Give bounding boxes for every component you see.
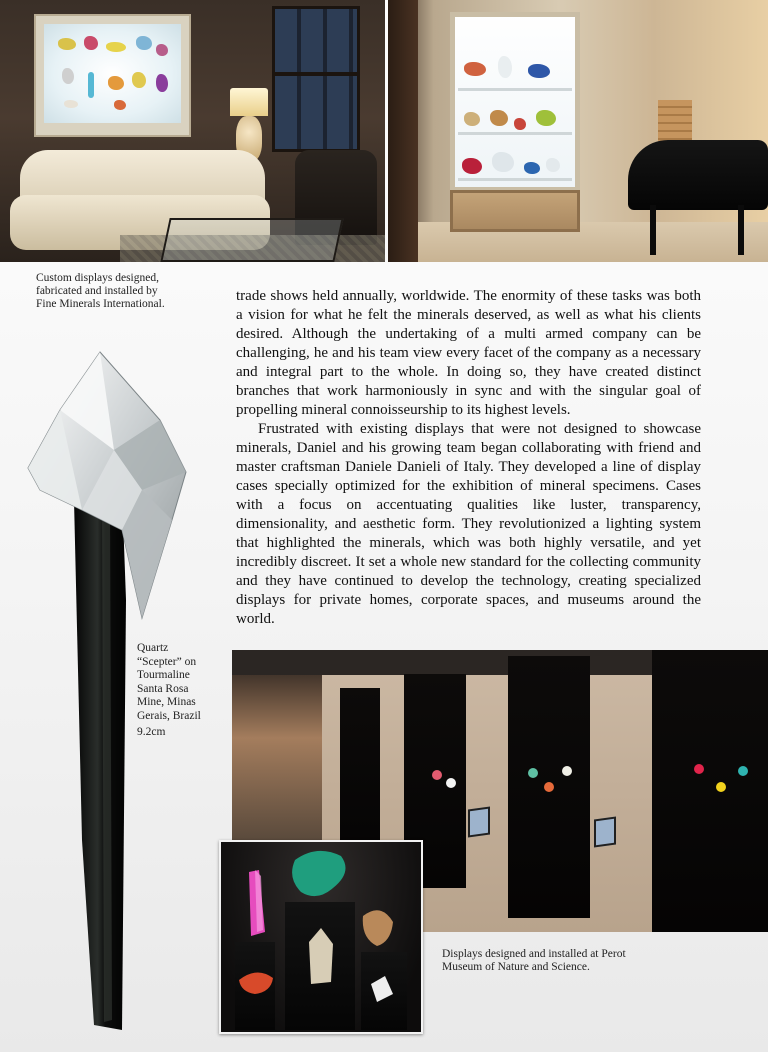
built-in-display-case: [450, 12, 580, 192]
wall-display-case: [36, 16, 189, 135]
museum-specimens-inset-photo: [219, 840, 423, 1034]
lamp: [230, 88, 268, 116]
piano-room-photo: [388, 0, 768, 262]
display-case: [652, 650, 768, 932]
display-case: [340, 688, 380, 858]
paragraph: Frustrated with existing displays that were not designed to showcase minerals, Daniel and his growing team began collaborating with friend and master craftsman Daniele Danieli of Italy. They developed a line of display cases specially optimized for the exhibition of mineral specimens. Cases with a focus on accentuating qualities like luster, transparency, dimensionality, and aesthetic form. They revolutionized a lighting system that highlighted the minerals, which was both highly versatile, and yet incredibly discreet. It set a whole new standard for the collecting community and they have continued to develop the technology, creating specialized displays for private homes, corporate spaces, and museums around the world.: [236, 421, 701, 627]
coffee-table: [160, 218, 343, 262]
caption-quartz-scepter: Quartz “Scepter” on Tourmaline Santa Rosa Mine, Minas Gerais, Brazil 9.2cm: [137, 642, 217, 740]
living-room-photo: [0, 0, 385, 262]
grand-piano: [628, 140, 768, 210]
info-screen: [468, 806, 490, 837]
wooden-cabinet: [450, 190, 580, 232]
window: [272, 6, 360, 152]
caption-custom-displays: Custom displays designed, fabricated and installed by Fine Minerals International.: [36, 272, 165, 310]
specimen-size: 9.2cm: [137, 726, 166, 738]
info-screen: [594, 816, 616, 847]
paragraph: trade shows held annually, worldwide. The enormity of these tasks was both a vision for what he felt the minerals deserved, as well as what his clients desired. Although the undertaking of a multi armed company can be challenging, he and his team view every facet of the company as a necessary and integral part to the whole. In doing so, they have created distinct branches that work harmoniously in sync and with the singular goal of propelling mineral connoisseurship to its highest levels.: [236, 288, 701, 418]
article-body: [236, 287, 701, 629]
caption-perot-museum: Displays designed and installed at Perot Museum of Nature and Science.: [442, 948, 626, 973]
